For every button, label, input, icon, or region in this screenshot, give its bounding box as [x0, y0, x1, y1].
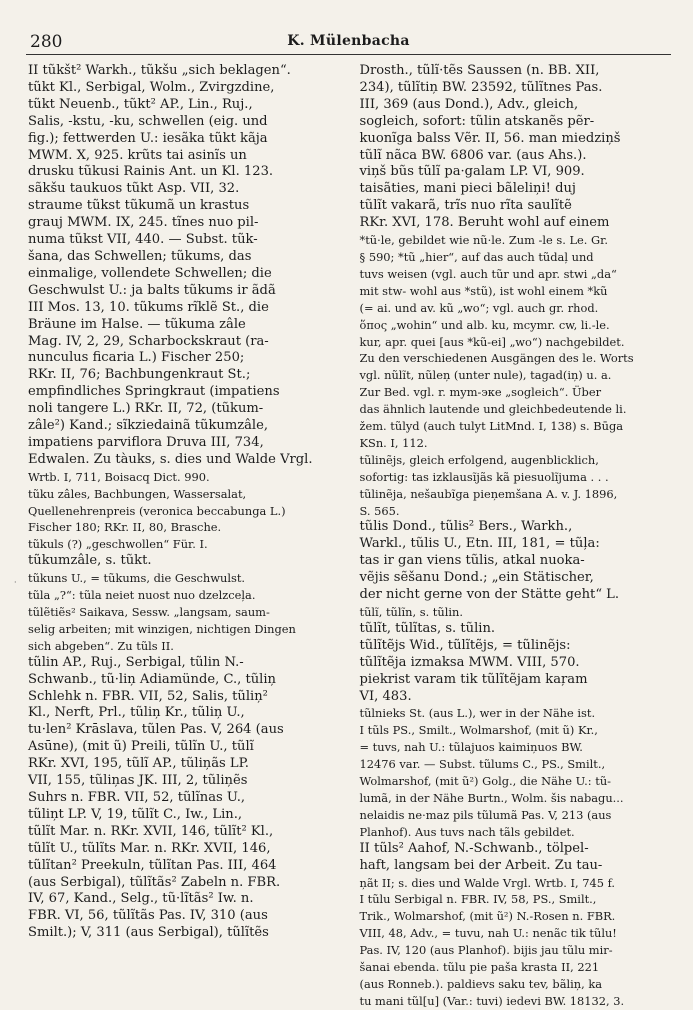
text-line: straume tũkst tũkumã un krastus: [28, 198, 250, 214]
page-number: 280: [30, 32, 63, 52]
text-line: tũlinẽja, nešaubĩga pieņemšana A. v. J. 1896,: [359, 486, 618, 501]
text-line: Bräune im Halse. — tũkuma zâle: [28, 316, 246, 332]
text-line: noli tangere L.) RKr. II, 72, (tũkum-: [28, 401, 264, 417]
text-line: S. 565.: [359, 503, 400, 518]
text-line: tũlĩtan² Preekuln, tũlĩtan Pas. III, 464: [28, 857, 277, 873]
text-line: (aus Ronneb.). paldievs saku tev, bãliņ, ka: [359, 976, 603, 991]
text-line: tũkt Neuenb., tũkt² AP., Lin., Ruj.,: [28, 96, 253, 112]
text-line: tũkumzâle, s. tũkt.: [28, 553, 152, 569]
text-line: = tuvs, nah U.: tũlajuos kaimiņuos BW.: [359, 740, 583, 755]
text-line: Wolmarshof, (mit ũ²) Golg., die Nähe U.: tũ-: [359, 774, 612, 789]
text-line: tu·len² Krāslava, tũlen Pas. V, 264 (aus: [28, 722, 284, 738]
dictionary-body: [28, 63, 675, 1008]
text-line: tũlĩtẽjs Wid., tũlĩtẽjs, = tũlinẽjs:: [359, 637, 571, 653]
text-line: kur, apr. quei [aus *kũ-ei] „wo“) nachgebildet.: [359, 334, 625, 349]
text-line: I tũlu Serbigal n. FBR. IV, 58, PS., Smilt.,: [359, 892, 597, 907]
text-line: taisãties, mani pieci bãleliņi! duj: [359, 181, 576, 197]
text-line: impatiens parviflora Druva III, 734,: [28, 434, 264, 450]
text-line: FBR. VI, 56, tũlĩtãs Pas. IV, 310 (aus: [28, 908, 268, 924]
text-line: Suhrs n. FBR. VII, 52, tũlĩnas U.,: [28, 789, 246, 805]
text-line: tu mani tũl[u] (Var.: tuvi) iedevi BW. 18132, 3.: [359, 993, 625, 1008]
text-line: tũlĩ, tũlĩn, s. tũlin.: [359, 605, 463, 619]
right-column: [358, 63, 676, 1008]
margin-mark: ·: [14, 578, 17, 587]
text-line: III, 369 (aus Dond.), Adv., gleich,: [359, 96, 579, 112]
text-line: selig arbeiten; mit winzigen, nichtigen Dingen: [28, 621, 296, 636]
text-line: ὅπος „wohin“ und alb. ku, mcymr. cw, li.-le.: [359, 317, 610, 332]
text-line: VII, 155, tũliņas JK. III, 2, tũliņẽs: [28, 773, 248, 789]
text-line: haft, langsam bei der Arbeit. Zu tau-: [359, 857, 603, 873]
text-line: žem. tũlyd (auch tulyt LitMnd. I, 138) s. Būga: [359, 419, 624, 434]
text-line: tũlnieks St. (aus L.), wer in der Nähe ist.: [359, 706, 596, 721]
text-line: II tũkšt² Warkh., tũkšu „sich beklagen“.: [28, 63, 291, 78]
text-line: VIII, 48, Adv., = tuvu, nah U.: nenãc tik tũlu!: [359, 926, 617, 941]
text-line: tũlis Dond., tũlis² Bers., Warkh.,: [359, 519, 573, 535]
text-line: tũlĩtẽja izmaksa MWM. VIII, 570.: [359, 654, 580, 670]
text-line: zâle²) Kand.; sĩkziedainã tũkumzâle,: [28, 418, 269, 434]
text-line: VI, 483.: [359, 688, 412, 704]
text-line: (aus Serbigal), tũlĩtãs² Zabeln n. FBR.: [28, 874, 281, 890]
text-line: I tũls PS., Smilt., Wolmarshof, (mit ũ) Kr.,: [359, 723, 598, 738]
text-line: § 590; *tũ „hier“, auf das auch tũdaļ und: [359, 249, 594, 264]
text-line: mit stw- wohl aus *stũ), ist wohl einem *kũ: [359, 283, 608, 298]
text-line: der nicht gerne von der Stätte geht“ L.: [359, 587, 620, 603]
left-column: [28, 63, 346, 998]
text-line: *tũ·le, gebildet wie nũ·le. Zum -le s. Le. Gr.: [359, 233, 608, 248]
text-line: Kl., Nerft, Prl., tũliņ Kr., tũliņ U.,: [28, 705, 245, 721]
text-line: drusku tũkusi Rainis Ant. un Kl. 123.: [28, 164, 274, 180]
text-line: empfindliches Springkraut (impatiens: [28, 384, 280, 400]
text-line: Pas. IV, 120 (aus Planhof). bijis jau tũlu mir-: [359, 943, 613, 958]
text-line: tũla „?“: tũla neiet nuost nuo dzelzceļa.: [28, 588, 256, 603]
text-line: tũkuls (?) „geschwollen“ Für. I.: [28, 537, 208, 552]
text-line: Zur Bed. vgl. r. mym-эке „sogleich“. Über: [359, 385, 602, 400]
text-line: tũkt Kl., Serbigal, Wolm., Zvirgzdine,: [28, 79, 275, 95]
text-line: tũlinẽjs, gleich erfolgend, augenblicklich,: [359, 452, 599, 467]
text-line: sich abgeben“. Zu tũls II.: [28, 638, 174, 653]
text-line: tũlẽtiẽs² Saikava, Sessw. „langsam, saum-: [28, 605, 270, 619]
text-line: šanai ebenda. tũlu pie paša krasta II, 221: [359, 960, 600, 975]
text-line: Planhof). Aus tuvs nach tãls gebildet.: [359, 824, 575, 839]
text-line: RKr. II, 76; Bachbungenkraut St.;: [28, 367, 251, 383]
text-line: tũliņt LP. V, 19, tũlĩt C., Iw., Lin.,: [28, 806, 243, 822]
text-line: tũlĩt Mar. n. RKr. XVII, 146, tũlĩt² Kl.,: [28, 823, 274, 839]
text-line: nunculus ficaria L.) Fischer 250;: [28, 350, 245, 366]
text-line: Geschwulst U.: ja balts tũkums ir ãdã: [28, 282, 276, 298]
text-line: (= ai. und av. kũ „wo“; vgl. auch gr. rhod.: [359, 300, 599, 315]
page-header: [26, 26, 671, 55]
text-line: vgl. nũlĩt, nũleņ (unter nule), tagad(iņ) u. a.: [359, 368, 612, 383]
text-line: Asūne), (mit ũ) Preili, tũlĩn U., tũlĩ: [28, 739, 254, 755]
text-line: tuvs weisen (vgl. auch tũr und apr. stwi „da“: [359, 266, 617, 281]
text-line: sofortig: tas izklausĩjãs kã piesuolĩjuma . . .: [359, 469, 609, 484]
text-line: 234), tũlĩtiņ BW. 23592, tũlĩtnes Pas.: [359, 79, 603, 95]
text-line: Schlehk n. FBR. VII, 52, Salis, tũliņ²: [28, 688, 268, 704]
text-line: Warkl., tũlis U., Etn. III, 181, = tũļa:: [359, 536, 600, 552]
text-line: ņãt II; s. dies und Walde Vrgl. Wrtb. I, 745 f.: [359, 875, 616, 890]
text-line: das ähnlich lautende und gleichbedeutende li.: [359, 402, 627, 417]
text-line: Schwanb., tũ·liņ Adiamünde, C., tũliņ: [28, 671, 276, 687]
text-line: 12476 var. — Subst. tũlums C., PS., Smilt.,: [359, 757, 606, 772]
text-line: Drosth., tũlĩ·tẽs Saussen (n. BB. XII,: [359, 63, 600, 78]
text-line: tas ir gan viens tũlis, atkal nuoka-: [359, 553, 585, 569]
text-line: Mag. IV, 2, 29, Scharbockskraut (ra-: [28, 333, 269, 349]
text-line: Salis, -kstu, -ku, schwellen (eig. und: [28, 113, 268, 129]
text-line: vẽjis sẽšanu Dond.; „ein Stätischer,: [359, 570, 594, 586]
text-line: numa tũkst VII, 440. — Subst. tũk-: [28, 232, 258, 248]
text-line: šana, das Schwellen; tũkums, das: [28, 248, 252, 264]
text-line: RKr. XVI, 195, tũlĩ AP., tũliņãs LP.: [28, 756, 249, 772]
text-line: Smilt.); V, 311 (aus Serbigal), tũlĩtẽs: [28, 925, 269, 941]
text-line: kuonĩga balss Vẽr. II, 56. man miedziņš: [359, 130, 621, 146]
text-line: IV, 67, Kand., Selg., tũ·lĩtãs² Iw. n.: [28, 891, 254, 907]
text-line: MWM. X, 925. krũts tai asinĩs un: [28, 147, 247, 163]
text-line: fig.); fettwerden U.: iesãka tũkt kãja: [28, 130, 268, 146]
text-line: Wrtb. I, 711, Boisacq Dict. 990.: [28, 469, 210, 484]
text-line: tũlĩt, tũlĩtas, s. tũlin.: [359, 620, 496, 636]
text-line: Quellenehrenpreis (veronica beccabunga L.): [28, 503, 286, 518]
text-line: Zu den verschiedenen Ausgängen des le. Worts: [359, 351, 634, 366]
text-line: piekrist varam tik tũlĩtẽjam kaŗam: [359, 671, 588, 687]
running-title: K. Mülenbacha: [287, 33, 410, 49]
text-line: tũlin AP., Ruj., Serbigal, tũlin N.-: [28, 654, 244, 670]
text-line: Trik., Wolmarshof, (mit ũ²) N.-Rosen n. FBR.: [359, 909, 616, 924]
text-line: Edwalen. Zu tàuks, s. dies und Walde Vrgl.: [28, 451, 313, 467]
text-line: III Mos. 13, 10. tũkums rĩklẽ St., die: [28, 299, 269, 315]
text-line: KSn. I, 112.: [359, 435, 428, 450]
text-line: grauj MWM. IX, 245. tĩnes nuo pil-: [28, 215, 259, 231]
text-line: viņš bũs tũlĩ pa·galam LP. VI, 909.: [359, 164, 585, 180]
text-line: einmalige, vollendete Schwellen; die: [28, 265, 272, 281]
text-line: sãkšu taukuos tũkt Asp. VII, 32.: [28, 181, 240, 197]
text-line: RKr. XVI, 178. Beruht wohl auf einem: [359, 215, 610, 231]
text-line: tũlĩ nãca BW. 6806 var. (aus Ahs.).: [359, 147, 587, 163]
text-line: lumã, in der Nähe Burtn., Wolm. šis nabagu...: [359, 790, 624, 805]
text-line: tũlĩt U., tũlĩts Mar. n. RKr. XVII, 146,: [28, 840, 271, 856]
text-line: nelaidis ne·maz pils tũlumã Pas. V, 213 (aus: [359, 807, 612, 822]
text-line: tũku zâles, Bachbungen, Wassersalat,: [28, 486, 247, 501]
text-line: Fischer 180; RKr. II, 80, Brasche.: [28, 520, 222, 535]
text-line: II tũls² Aahof, N.-Schwanb., tölpel-: [359, 840, 589, 856]
text-line: sogleich, sofort: tũlin atskanẽs pẽr-: [359, 113, 595, 129]
text-line: tũkuns U., = tũkums, die Geschwulst.: [28, 571, 246, 586]
text-line: tũlĩt vakarã, trĩs nuo rĩta saulĩtẽ: [359, 198, 572, 214]
